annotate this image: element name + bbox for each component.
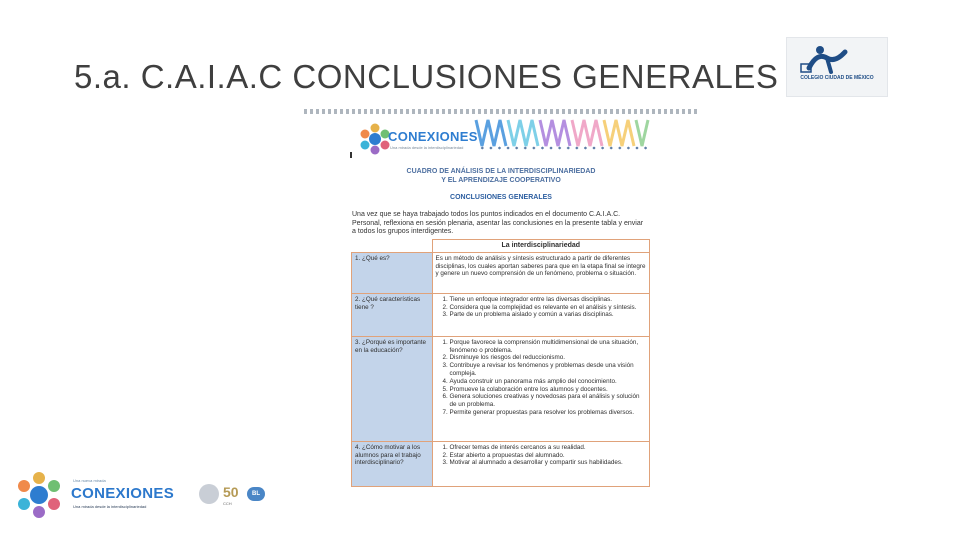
- row-answer: [432, 441, 650, 486]
- list-item: 3. Parte de un problema aislado y común a varias disciplinas.: [450, 311, 647, 319]
- school-name: COLEGIO CIUDAD DE MÉXICO: [800, 75, 874, 81]
- school-emblem-icon: [787, 38, 887, 78]
- text-cursor-mark: [350, 152, 352, 158]
- list-item: 1. Porque favorece la comprensión multidimensional de una situación, fenómeno o problema.: [450, 339, 647, 355]
- document-brand: CONEXIONES: [388, 129, 478, 144]
- document-subtitle: CONCLUSIONES GENERALES: [450, 194, 552, 201]
- interdisciplinariedad-table: [351, 239, 650, 487]
- list-item: 1. Ofrecer temas de interés cercanos a su realidad.: [450, 444, 647, 452]
- list-item: 3. Motivar al alumnado a desarrollar y compartir sus habilidades.: [450, 459, 647, 467]
- document-brand-tagline: Una mirada desde la interdisciplinariedad: [390, 145, 464, 150]
- school-logo: [786, 37, 888, 97]
- footer-logos: [11, 470, 267, 520]
- table-header: La interdisciplinariedad: [432, 240, 650, 253]
- row-answer: Es un método de análisis y síntesis estructurado a partir de diferentes disciplinas, los cuales aportan saberes para que en la etapa final se integre y genere un nuevo comprensión de un fenómeno, problema o situación.: [432, 252, 650, 293]
- footer-top-text: Una nueva mirada: [73, 478, 106, 483]
- decorative-dots: [478, 146, 652, 150]
- document-image: [350, 116, 652, 494]
- list-item: 3. Contribuye a revisar los fenómenos y problemas desde una visión compleja.: [450, 362, 647, 378]
- anniversary-badge-sub: CCH: [223, 501, 232, 506]
- footer-brand: CONEXIONES: [71, 485, 175, 502]
- conexiones-logo-icon: [11, 470, 67, 520]
- list-item: 7. Permite generar propuestas para resolver los problemas diversos.: [450, 409, 647, 417]
- row-question: 1. ¿Qué es?: [352, 252, 433, 293]
- row-question: 3. ¿Porqué es importante en la educación?: [352, 336, 433, 441]
- bl-badge: BL: [247, 487, 265, 501]
- list-item: 1. Tiene un enfoque integrador entre las diversas disciplinas.: [450, 296, 647, 304]
- document-top-strip: [304, 109, 699, 114]
- list-item: 2. Considera que la complejidad es relevante en el análisis y síntesis.: [450, 304, 647, 312]
- document-title-line2: Y EL APRENDIZAJE COOPERATIVO: [441, 177, 561, 184]
- row-answer: [432, 293, 650, 336]
- list-item: 2. Estar abierto a propuestas del alumnado.: [450, 452, 647, 460]
- list-item: 5. Promueve la colaboración entre los alumnos y docentes.: [450, 386, 647, 394]
- slide-title: 5.a. C.A.I.A.C CONCLUSIONES GENERALES: [74, 58, 779, 95]
- document-title-line1: CUADRO DE ANÁLISIS DE LA INTERDISCIPLINARIEDAD: [406, 168, 596, 175]
- row-question: 4. ¿Cómo motivar a los alumnos para el trabajo interdisciplinario?: [352, 441, 433, 486]
- anniversary-badge: 50: [223, 484, 239, 500]
- list-item: 6. Genera soluciones creativas y novedosas para el análisis y solución de un problema.: [450, 393, 647, 409]
- table-row: [352, 336, 650, 441]
- list-item: 2. Disminuye los riesgos del reduccionismo.: [450, 354, 647, 362]
- list-item: 4. Ayuda construir un panorama más amplio del conocimiento.: [450, 378, 647, 386]
- row-question: 2. ¿Qué características tiene ?: [352, 293, 433, 336]
- row-answer: [432, 336, 650, 441]
- table-row: [352, 441, 650, 486]
- table-row: [352, 252, 650, 293]
- document-intro: Una vez que se haya trabajado todos los puntos indicados en el documento C.A.I.A.C. Personal, reflexiona en sesión plenaria, asentar las conclusiones en la presente tabla y enviar a todos los grupos interdigentes.: [352, 211, 644, 236]
- conexiones-logo-icon: [358, 122, 392, 156]
- footer-tagline: Una mirada desde la interdisciplinariedad: [73, 504, 147, 509]
- unam-seal-icon: [199, 484, 219, 504]
- table-corner: [352, 240, 433, 253]
- table-row: [352, 293, 650, 336]
